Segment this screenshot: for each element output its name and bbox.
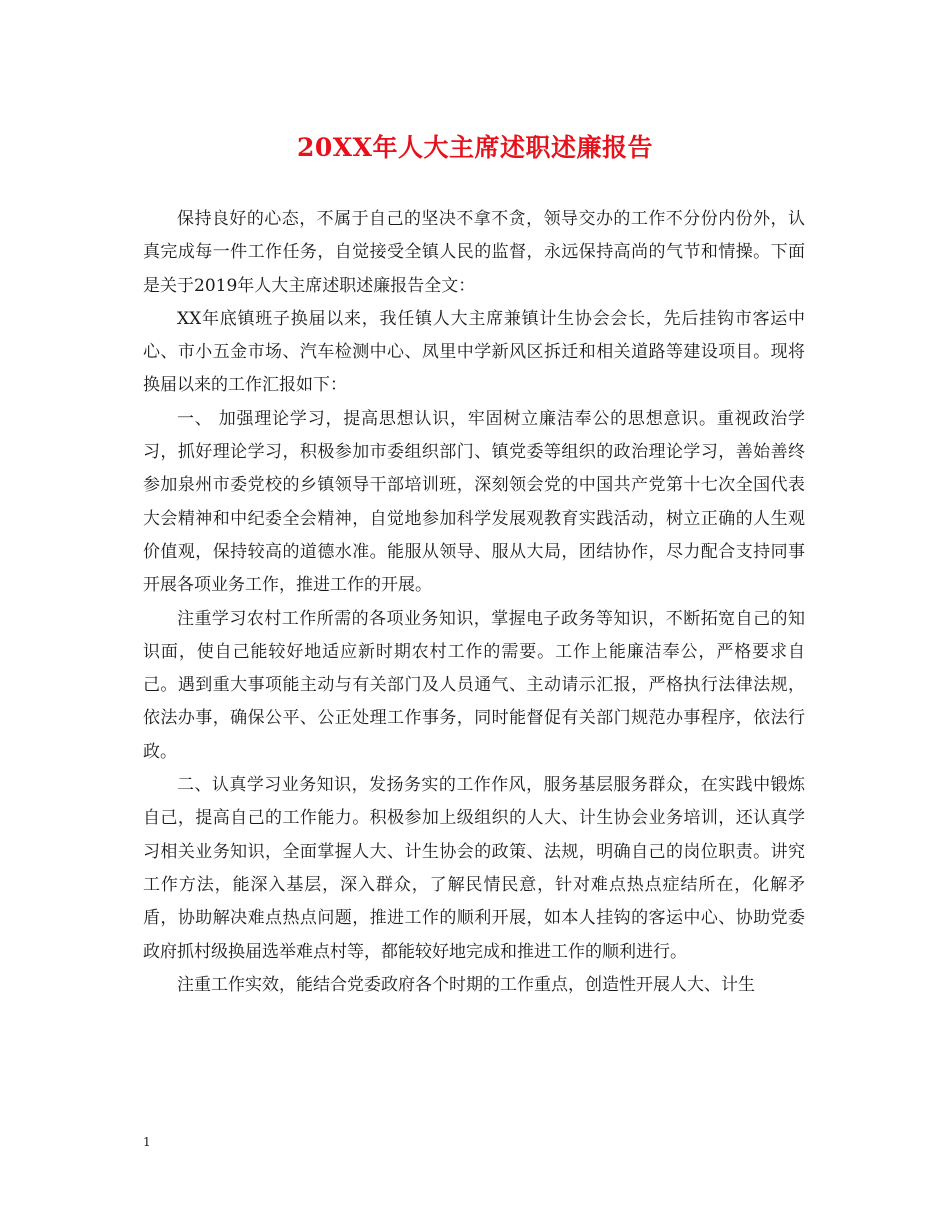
paragraph: 保持良好的心态，不属于自己的坚决不拿不贪，领导交办的工作不分份内份外，认真完成每一件工作任务，自觉接受全镇人民的监督，永远保持高尚的气节和情操。下面是关于2019年人大主席述职述廉报告全文：: [143, 209, 805, 296]
paragraph: 一、 加强理论学习，提高思想认识，牢固树立廉洁奉公的思想意识。重视政治学习，抓好理论学习，积极参加市委组织部门、镇党委等组织的政治理论学习，善始善终参加泉州市委党校的乡镇领导干部培训班，深刻领会党的中国共产党第十七次全国代表大会精神和中纪委全会精神，自觉地参加科学发展观教育实践活动，树立正确的人生观价值观，保持较高的道德水准。能服从领导、服从大局，团结协作，尽力配合支持同事开展各项业务工作，推进工作的开展。: [143, 408, 805, 596]
paragraph: 注重工作实效，能结合党委政府各个时期的工作重点，创造性开展人大、计生: [177, 974, 755, 995]
page-number: 1: [143, 1135, 151, 1149]
document-body: [143, 203, 805, 1002]
paragraph: 二、认真学习业务知识，发扬务实的工作作风，服务基层服务群众，在实践中锻炼自己，提高自己的工作能力。积极参加上级组织的人大、计生协会业务培训，还认真学习相关业务知识，全面掌握人大、计生协会的政策、法规，明确自己的岗位职责。讲究工作方法，能深入基层，深入群众，了解民情民意，针对难点热点症结所在，化解矛盾，协助解决难点热点问题，推进工作的顺利开展，如本人挂钩的客运中心、协助党委政府抓村级换届选举难点村等，都能较好地完成和推进工作的顺利进行。: [143, 775, 805, 962]
paragraph: XX年底镇班子换届以来，我任镇人大主席兼镇计生协会会长，先后挂钩市客运中心、市小五金市场、汽车检测中心、凤里中学新风区拆迁和相关道路等建设项目。现将换届以来的工作汇报如下：: [143, 308, 805, 396]
document-title: 20XX年人大主席述职述廉报告: [296, 133, 654, 162]
paragraph: 注重学习农村工作所需的各项业务知识，掌握电子政务等知识，不断拓宽自己的知识面，使自己能较好地适应新时期农村工作的需要。工作上能廉洁奉公，严格要求自己。遇到重大事项能主动与有关部门及人员通气、主动请示汇报，严格执行法律法规，依法办事，确保公平、公正处理工作事务，同时能督促有关部门规范办事程序，依法行政。: [143, 608, 805, 762]
